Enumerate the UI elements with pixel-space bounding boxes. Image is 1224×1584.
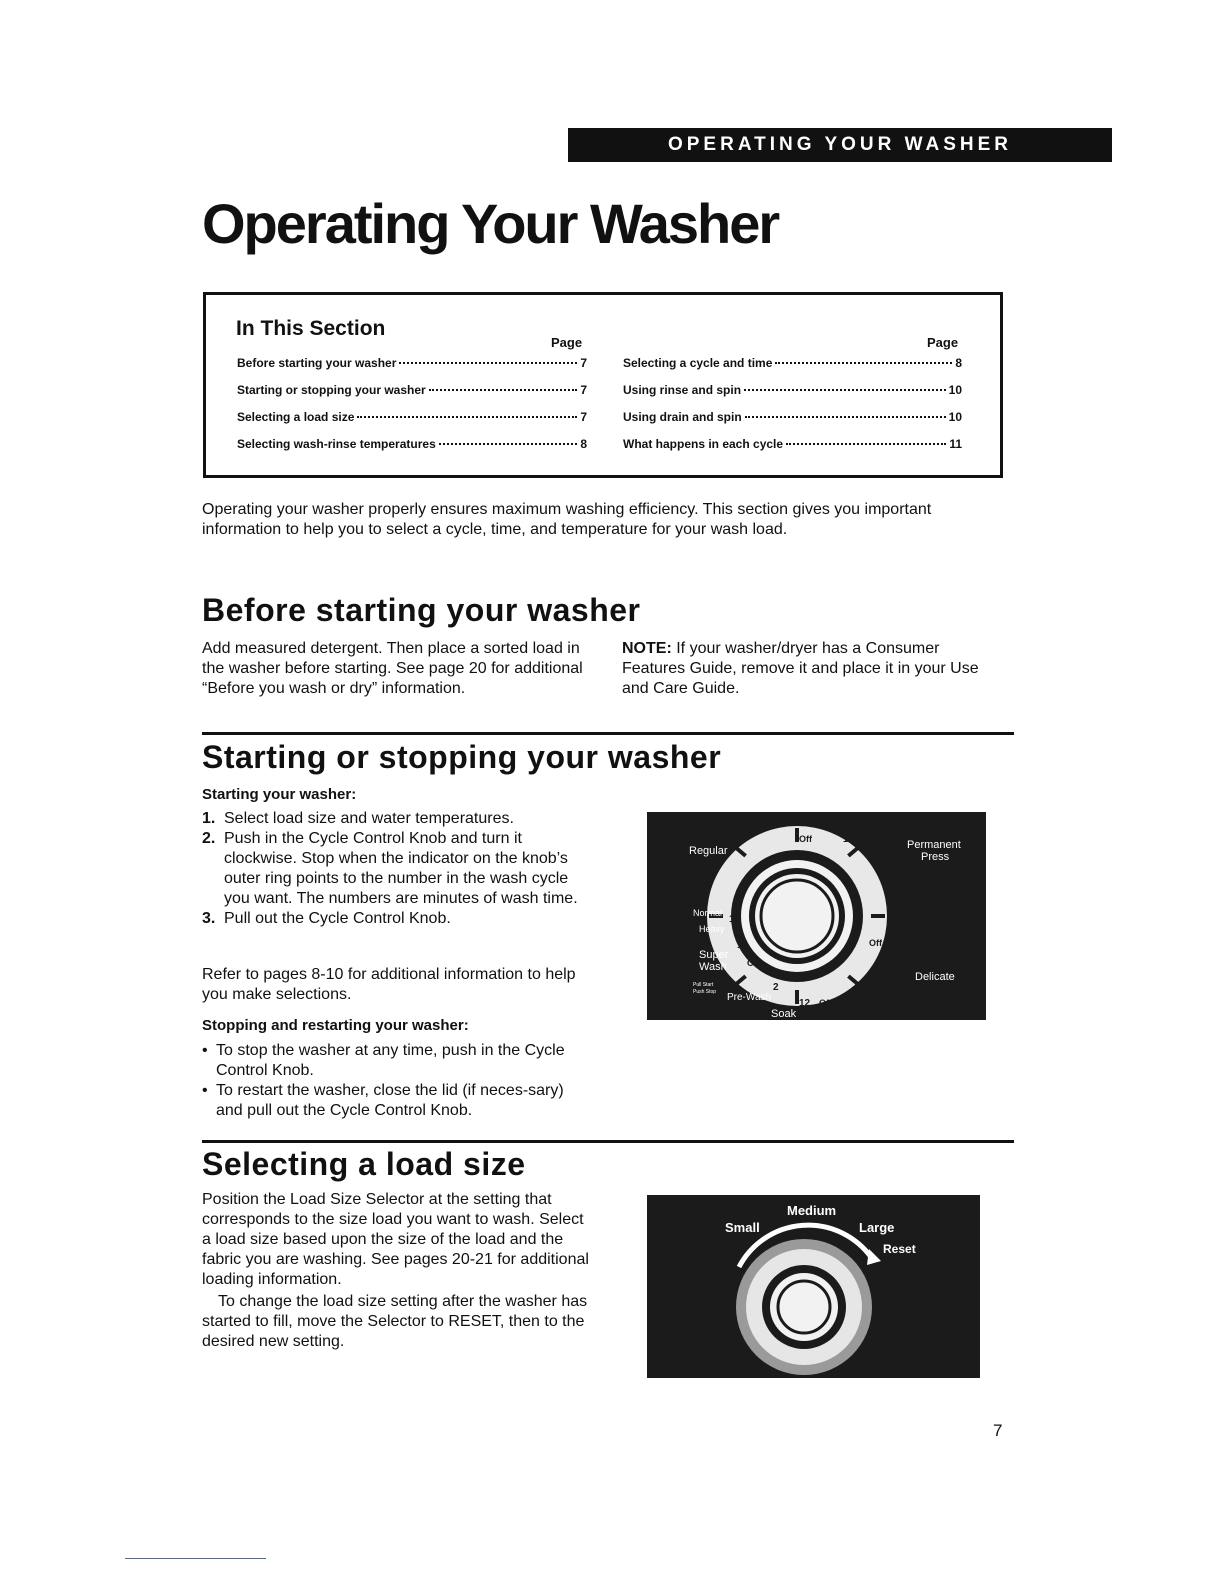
toc-leader (745, 416, 946, 418)
bullet-item (202, 1041, 582, 1081)
label-wash: Wash (699, 961, 727, 973)
toc-entry-page: 8 (580, 437, 587, 451)
mark-2: 2 (773, 982, 779, 993)
toc-entry-label: Selecting a cycle and time (623, 356, 773, 370)
toc-entry[interactable] (237, 410, 587, 437)
label-delicate: Delicate (915, 971, 955, 983)
toc-leader (439, 443, 578, 445)
before-heading: Before starting your washer (202, 592, 641, 628)
mark-12-bottom: 12 (799, 998, 811, 1009)
label-regular: Regular (689, 845, 728, 857)
toc-entry-label: Selecting a load size (237, 410, 355, 424)
reset-arrow (867, 1249, 881, 1265)
toc-leader (775, 362, 952, 364)
toc-entry-label: Using drain and spin (623, 410, 742, 424)
bullet-mark: • (202, 1082, 208, 1099)
toc-entry-label: Selecting wash-rinse temperatures (237, 437, 436, 451)
starting-steps (202, 809, 597, 929)
toc-entry-page: 7 (580, 383, 587, 397)
toc-entry[interactable] (237, 437, 587, 464)
stopping-subheading: Stopping and restarting your washer: (202, 1017, 469, 1034)
step-number: 3. (202, 910, 216, 927)
toc-entry-label: What happens in each cycle (623, 437, 784, 451)
mark-off-right: Off (869, 938, 882, 948)
note-label: NOTE: (622, 640, 672, 657)
mark-14: 14 (737, 940, 749, 951)
step-item (202, 829, 597, 909)
toc-leader (357, 416, 577, 418)
selector-center (770, 1273, 838, 1341)
toc-entry-label: Starting or stopping your washer (237, 383, 426, 397)
load-heading: Selecting a load size (202, 1146, 526, 1182)
label-permanent: Permanent (907, 839, 961, 851)
knob-center (755, 874, 839, 958)
cycle-control-illustration (647, 812, 986, 1020)
step-number: 1. (202, 810, 216, 827)
mark-6: 6 (879, 952, 885, 963)
toc-entry[interactable] (623, 410, 962, 437)
bullet-mark: • (202, 1042, 208, 1059)
mark-8: 8 (873, 964, 879, 975)
label-normal: Normal (693, 908, 723, 918)
label-push-stop: Push Stop (693, 989, 717, 995)
label-small: Small (725, 1220, 760, 1235)
toc-entry[interactable] (623, 356, 962, 383)
section-divider (202, 732, 1014, 735)
toc-entry-page: 7 (580, 410, 587, 424)
toc-right-list (623, 356, 962, 464)
page-title: Operating Your Washer (202, 192, 779, 255)
load-paragraph-2: To change the load size setting after the washer has started to fill, move the Selector to RESET, then to the desired new setting. (202, 1293, 588, 1350)
step-text: Pull out the Cycle Control Knob. (224, 910, 451, 927)
toc-heading: In This Section (236, 317, 386, 340)
label-super: Super (699, 949, 729, 961)
step-text: Select load size and water temperatures. (224, 810, 514, 827)
footer-rule (125, 1558, 266, 1559)
refer-paragraph: Refer to pages 8-10 for additional information to help you make selections. (202, 966, 576, 1003)
toc-entry-page: 8 (955, 356, 962, 370)
mark-off-top: Off (799, 834, 812, 844)
section-banner: OPERATING YOUR WASHER (568, 128, 1112, 162)
section-divider (202, 1140, 1014, 1143)
mark-12-left: 12 (729, 914, 741, 925)
label-medium: Medium (787, 1203, 837, 1218)
bullet-text: To stop the washer at any time, push in the Cycle Control Knob. (216, 1042, 565, 1079)
toc-entry-page: 10 (948, 383, 962, 397)
label-heavy: Heavy (699, 924, 725, 934)
label-reset: Reset (883, 1242, 916, 1256)
toc-entry-label: Before starting your washer (237, 356, 397, 370)
intro-paragraph: Operating your washer properly ensures maximum washing efficiency. This section gives you important information to help you to select a cycle, time, and temperature for your wash load. (202, 501, 932, 538)
note-text: If your washer/dryer has a Consumer Features Guide, remove it and place it in your Use and Care Guide. (622, 640, 979, 697)
label-press: Press (921, 851, 950, 863)
load-knob-graphic (647, 1195, 980, 1378)
bullet-text: To restart the washer, close the lid (if neces-sary) and pull out the Cycle Control Knob. (216, 1082, 564, 1119)
toc-entry[interactable] (237, 383, 587, 410)
toc-entry-page: 10 (948, 410, 962, 424)
toc-leader (744, 389, 946, 391)
before-paragraph: Add measured detergent. Then place a sorted load in the washer before starting. See page 20 for additional “Before you wash or dry” information. (202, 640, 583, 697)
toc-entry[interactable] (623, 437, 962, 464)
starting-subheading: Starting your washer: (202, 786, 357, 803)
starting-heading: Starting or stopping your washer (202, 739, 722, 775)
toc-entry-page: 11 (949, 437, 962, 451)
toc-page-label-right: Page (927, 335, 959, 350)
step-number: 2. (202, 830, 216, 847)
step-text: Push in the Cycle Control Knob and turn it clockwise. Stop when the indicator on the knob’s outer ring points to the number in the wash cycle you want. The numbers are minutes of wash time. (224, 830, 578, 907)
label-large: Large (859, 1220, 895, 1235)
toc-entry-page: 7 (580, 356, 587, 370)
before-note (622, 639, 1007, 699)
load-paragraph-1: Position the Load Size Selector at the setting that corresponds to the size load you want to wash. Select a load size based upon the size of the load and the fabric you are washing. See pages 20-21 for additional loading information. (202, 1191, 589, 1288)
toc-leader (786, 443, 946, 445)
mark-off-bottom: Off (819, 998, 832, 1008)
mark-off-left: Off (747, 958, 760, 968)
toc-leader (429, 389, 578, 391)
step-item (202, 809, 597, 829)
label-pull-start: Pull Start (693, 982, 714, 988)
toc-entry[interactable] (623, 383, 962, 410)
toc-leader (399, 362, 577, 364)
page-number: 7 (993, 1421, 1003, 1440)
mark-10: 10 (843, 834, 854, 844)
bullet-item (202, 1081, 582, 1121)
stopping-bullets (202, 1041, 582, 1121)
toc-page-label-left: Page (551, 335, 583, 350)
label-soak: Soak (771, 1008, 797, 1020)
toc-entry[interactable] (237, 356, 587, 383)
toc-entry-label: Using rinse and spin (623, 383, 742, 397)
toc-left-list (237, 356, 587, 464)
label-prewash: Pre-Wash (727, 992, 772, 1003)
cycle-knob-graphic (647, 812, 986, 1020)
step-item (202, 909, 597, 929)
load-size-illustration (647, 1195, 980, 1378)
